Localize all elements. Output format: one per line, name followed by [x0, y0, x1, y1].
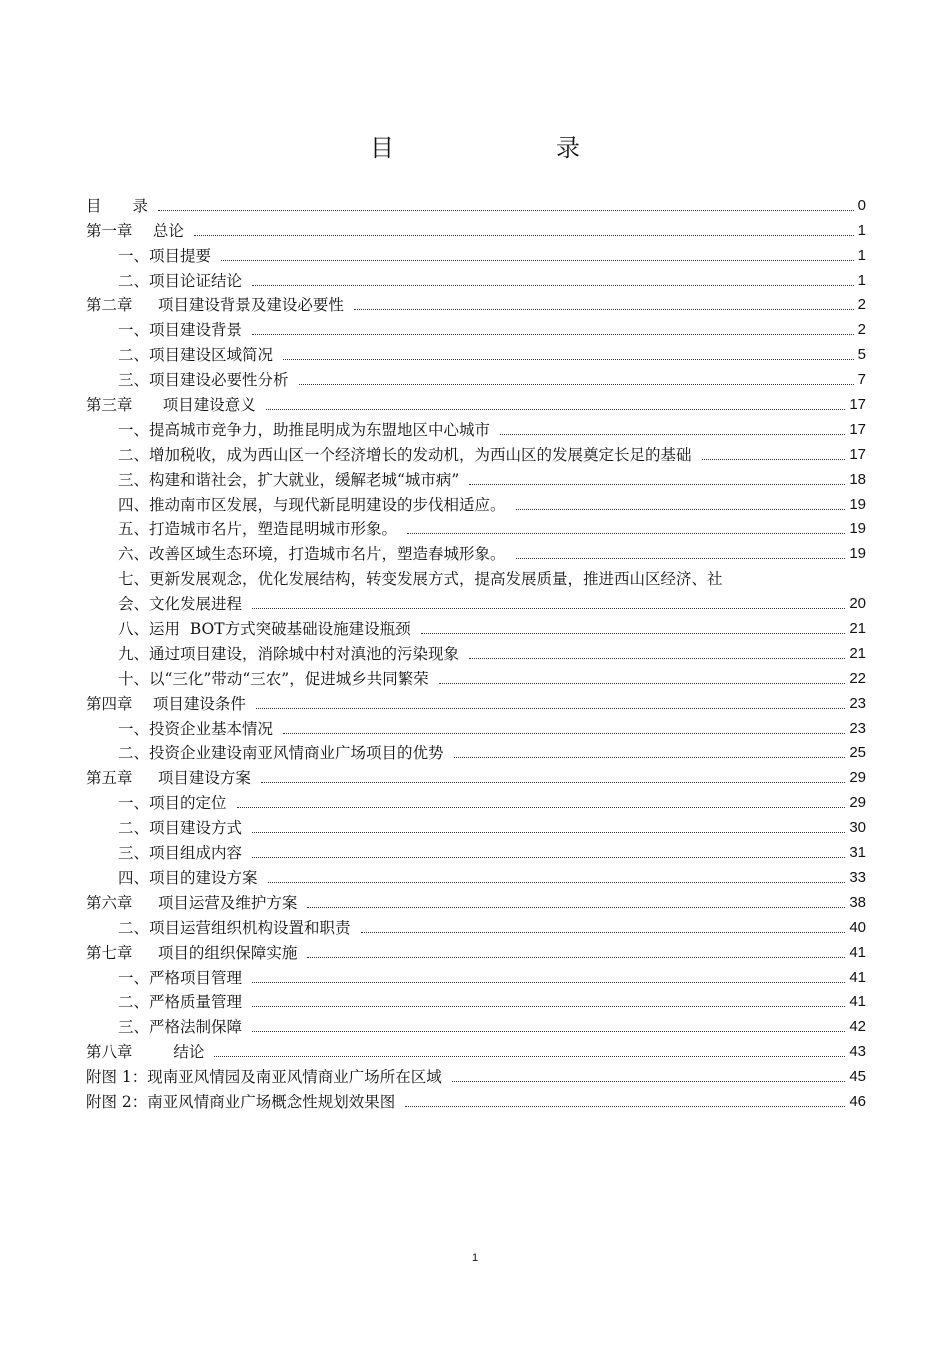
toc-entry-page: 2	[857, 321, 866, 339]
toc-entry-label: 二、投资企业建设南亚风情商业广场项目的优势	[118, 744, 444, 763]
toc-entry[interactable]	[86, 713, 866, 738]
toc-entry-label: 一、项目提要	[118, 246, 212, 265]
toc-entry-page: 38	[849, 893, 866, 911]
toc-entry-page: 21	[849, 620, 866, 638]
dot-leader	[252, 608, 845, 609]
toc-entry-label: 二、项目建设方式	[118, 819, 243, 838]
dot-leader	[158, 210, 854, 211]
dot-leader	[252, 982, 845, 983]
dot-leader	[214, 1056, 845, 1057]
dot-leader	[454, 757, 846, 758]
toc-entry-label: 五、打造城市名片，塑造昆明城市形象。	[118, 520, 398, 539]
toc-entry-label: 一、投资企业基本情况	[118, 719, 274, 738]
toc-entry-page: 46	[849, 1092, 866, 1110]
toc-entry-page: 23	[849, 694, 866, 712]
dot-leader	[266, 409, 846, 410]
dot-leader	[221, 260, 854, 261]
toc-entry-page: 45	[849, 1068, 866, 1086]
dot-leader	[261, 782, 845, 783]
toc-entry-label: 附图 1：现南亚风情园及南亚风情商业广场所在区域	[86, 1068, 442, 1087]
toc-entry-label: 七、更新发展观念，优化发展结构，转变发展方式，提高发展质量，推进西山区经济、社	[118, 570, 723, 589]
toc-entry-label: 第七章 项目的组织保障实施	[86, 943, 298, 962]
toc-entry[interactable]	[86, 937, 866, 962]
dot-leader	[500, 434, 845, 435]
toc-entry[interactable]	[86, 812, 866, 837]
toc-entry[interactable]	[86, 389, 866, 414]
toc-entry[interactable]	[86, 364, 866, 389]
dot-leader	[237, 807, 846, 808]
toc-entry-label: 附图 2：南亚风情商业广场概念性规划效果图	[86, 1092, 396, 1111]
toc-entry-label: 第一章 总论	[86, 221, 184, 240]
toc-entry-page: 23	[849, 719, 866, 737]
toc-entry-page: 43	[849, 1043, 866, 1061]
dot-leader	[469, 484, 845, 485]
toc-entry[interactable]	[86, 787, 866, 812]
toc-entry-label: 三、项目建设必要性分析	[118, 371, 289, 390]
toc-entry[interactable]	[86, 240, 866, 265]
toc-entry-label: 一、严格项目管理	[118, 968, 243, 987]
toc-entry[interactable]	[86, 215, 866, 240]
dot-leader	[252, 1031, 845, 1032]
toc-entry[interactable]	[86, 190, 866, 215]
toc-entry[interactable]	[86, 414, 866, 439]
toc-entry-label: 四、项目的建设方案	[118, 868, 258, 887]
toc-entry-page: 19	[849, 545, 866, 563]
toc-entry-label: 六、改善区域生态环境，打造城市名片，塑造春城形象。	[118, 545, 506, 564]
toc-entry-label: 目 录	[86, 196, 149, 215]
toc-entry-page: 5	[857, 346, 866, 364]
dot-leader	[407, 533, 845, 534]
toc-entry-page: 41	[849, 993, 866, 1011]
dot-leader	[252, 1006, 845, 1007]
toc-entry-page: 41	[849, 968, 866, 986]
toc-entry[interactable]	[86, 738, 866, 763]
toc-entry-label: 九、通过项目建设，消除城中村对滇池的污染现象	[118, 644, 460, 663]
dot-leader	[702, 459, 846, 460]
toc-entry[interactable]	[86, 962, 866, 987]
toc-entry[interactable]	[86, 663, 866, 688]
toc-entry-page: 29	[849, 769, 866, 787]
toc-entry[interactable]	[86, 613, 866, 638]
toc-entry[interactable]	[86, 265, 866, 290]
dot-leader	[252, 334, 854, 335]
dot-leader	[283, 733, 845, 734]
toc-entry[interactable]	[86, 887, 866, 912]
toc-entry-page: 41	[849, 943, 866, 961]
dot-leader	[452, 1081, 846, 1082]
dot-leader	[354, 309, 854, 310]
toc-entry-label: 二、项目运营组织机构设置和职责	[118, 918, 351, 937]
toc-entry-page: 40	[849, 918, 866, 936]
toc-entry-page: 17	[849, 396, 866, 414]
toc-entry[interactable]	[86, 464, 866, 489]
toc-entry-label: 二、项目论证结论	[118, 271, 243, 290]
dot-leader	[469, 658, 845, 659]
dot-leader	[252, 285, 854, 286]
toc-entry-page: 2	[857, 296, 866, 314]
dot-leader	[194, 235, 854, 236]
dot-leader	[361, 932, 846, 933]
toc-entry-page: 20	[849, 595, 866, 613]
toc-entry[interactable]	[86, 837, 866, 862]
toc-entry-page: 7	[857, 371, 866, 389]
toc-entry-page: 19	[849, 520, 866, 538]
dot-leader	[252, 857, 845, 858]
dot-leader	[307, 907, 845, 908]
toc-entry-label: 一、项目建设背景	[118, 321, 243, 340]
toc-entry[interactable]	[86, 339, 866, 364]
dot-leader	[252, 832, 845, 833]
toc-entry-page: 31	[849, 844, 866, 862]
toc-entry[interactable]	[86, 688, 866, 713]
dot-leader	[283, 359, 854, 360]
toc-entry[interactable]	[86, 290, 866, 315]
toc-entry-page: 42	[849, 1018, 866, 1036]
dot-leader	[516, 558, 846, 559]
dot-leader	[256, 708, 845, 709]
dot-leader	[439, 683, 846, 684]
toc-entry[interactable]	[86, 912, 866, 937]
toc-entry-label: 二、项目建设区域简况	[118, 346, 274, 365]
toc-entry-page: 18	[849, 470, 866, 488]
toc-entry-page: 22	[849, 669, 866, 687]
toc-entry-page: 21	[849, 644, 866, 662]
toc-entry-label: 第六章 项目运营及维护方案	[86, 893, 298, 912]
toc-entry[interactable]	[86, 563, 866, 588]
toc-entry-label: 二、增加税收，成为西山区一个经济增长的发动机，为西山区的发展奠定长足的基础	[118, 445, 692, 464]
toc-entry-page: 17	[849, 420, 866, 438]
toc-entry[interactable]	[86, 489, 866, 514]
toc-entry-page: 30	[849, 819, 866, 837]
toc-entry[interactable]	[86, 762, 866, 787]
toc-entry[interactable]	[86, 439, 866, 464]
toc-entry[interactable]	[86, 1011, 866, 1036]
toc-entry[interactable]	[86, 987, 866, 1012]
toc-entry-page: 29	[849, 794, 866, 812]
toc-entry-label: 一、项目的定位	[118, 794, 227, 813]
dot-leader	[516, 509, 846, 510]
toc-entry-page: 33	[849, 868, 866, 886]
dot-leader	[405, 1106, 845, 1107]
toc-entry-label: 十、以“三化”带动“三农”，促进城乡共同繁荣	[118, 669, 429, 688]
toc-entry-label: 第二章 项目建设背景及建设必要性	[86, 296, 344, 315]
toc-entry-label: 第五章 项目建设方案	[86, 769, 251, 788]
toc-entry-label: 三、项目组成内容	[118, 844, 243, 863]
toc-entry[interactable]	[86, 314, 866, 339]
dot-leader	[307, 957, 845, 958]
toc-entry[interactable]	[86, 862, 866, 887]
dot-leader	[421, 633, 846, 634]
toc-entry[interactable]	[86, 588, 866, 613]
toc-entry-page: 1	[857, 221, 866, 239]
page-number: 1	[471, 1252, 479, 1264]
toc-entry-page: 17	[849, 445, 866, 463]
table-of-contents	[86, 190, 866, 1111]
toc-entry-label: 四、推动南市区发展，与现代新昆明建设的步伐相适应。	[118, 495, 506, 514]
toc-entry[interactable]	[86, 538, 866, 563]
toc-entry-page: 25	[849, 744, 866, 762]
dot-leader	[268, 882, 846, 883]
toc-entry[interactable]	[86, 1061, 866, 1086]
page-title: 目 录	[370, 134, 618, 162]
toc-entry[interactable]	[86, 514, 866, 539]
toc-entry-label: 一、提高城市竞争力，助推昆明成为东盟地区中心城市	[118, 420, 491, 439]
toc-entry-page: 1	[857, 271, 866, 289]
toc-entry-label: 三、构建和谐社会，扩大就业，缓解老城“城市病”	[118, 470, 460, 489]
toc-entry-label: 第三章 项目建设意义	[86, 396, 256, 415]
toc-entry-page: 0	[857, 196, 866, 214]
toc-entry[interactable]	[86, 1086, 866, 1111]
toc-entry-page: 1	[857, 246, 866, 264]
toc-entry-label: 第四章 项目建设条件	[86, 694, 246, 713]
toc-entry[interactable]	[86, 638, 866, 663]
toc-entry[interactable]	[86, 1036, 866, 1061]
dot-leader	[299, 384, 854, 385]
toc-entry-page: 19	[849, 495, 866, 513]
toc-entry-label: 会、文化发展进程	[118, 595, 243, 614]
toc-entry-label: 第八章 结论	[86, 1043, 205, 1062]
toc-entry-label: 二、严格质量管理	[118, 993, 243, 1012]
toc-entry-label: 三、严格法制保障	[118, 1018, 243, 1037]
toc-entry-label: 八、运用 BOT方式突破基础设施建设瓶颈	[118, 620, 411, 639]
